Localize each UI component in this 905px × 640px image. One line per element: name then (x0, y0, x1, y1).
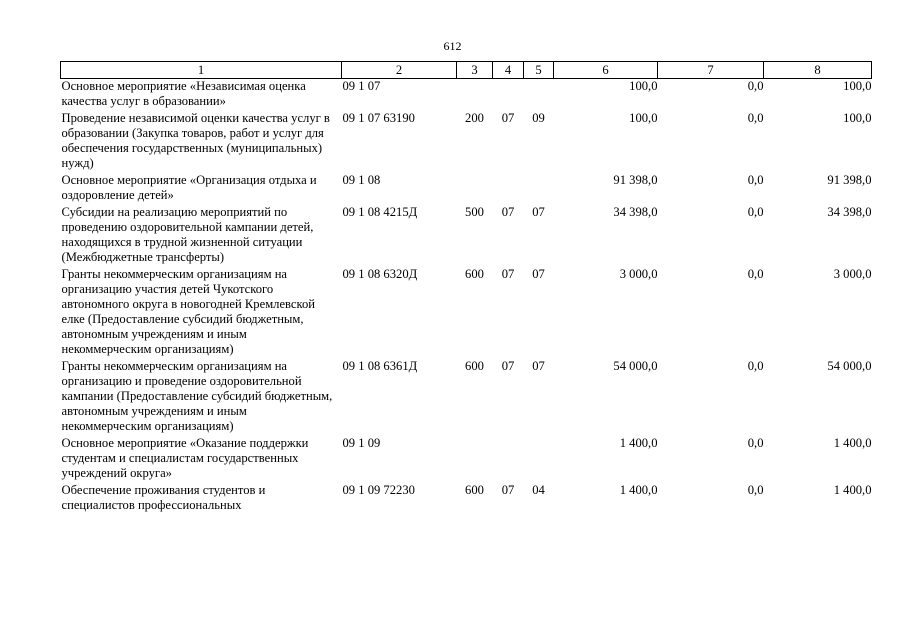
row-expense-type: 500 (465, 205, 484, 219)
row-expense-type: 600 (465, 267, 484, 281)
row-code: 09 1 09 (342, 436, 381, 450)
row-total: 91 398,0 (827, 173, 872, 187)
budget-table (60, 61, 872, 515)
row-total: 1 400,0 (833, 483, 872, 497)
table-row (61, 111, 872, 173)
column-header-4: 4 (493, 62, 524, 79)
row-name: Гранты некоммерческим организациям на организацию и проведение оздоровительной кампании (Предоставление субсидий бюджетным, автономным учреждениям и иным некоммерческим организациям) (61, 359, 333, 433)
row-section (493, 436, 524, 483)
row-section: 07 (501, 359, 515, 373)
row-sum: 3 000,0 (619, 267, 658, 281)
row-section: 07 (501, 205, 515, 219)
row-subsection: 07 (532, 359, 545, 373)
table-row (61, 483, 872, 515)
row-subsection (524, 436, 554, 483)
row-total: 100,0 (843, 111, 872, 125)
row-change: 0,0 (747, 173, 764, 187)
table-body (61, 79, 872, 516)
row-section: 07 (501, 111, 515, 125)
page-number: 612 (443, 39, 462, 53)
row-sum: 1 400,0 (619, 483, 658, 497)
row-sum: 91 398,0 (613, 173, 658, 187)
column-header-5: 5 (524, 62, 554, 79)
row-code: 09 1 08 6320Д (342, 267, 418, 281)
row-code: 09 1 07 63190 (342, 111, 415, 125)
column-header-7: 7 (658, 62, 764, 79)
row-subsection (524, 79, 554, 112)
row-name: Основное мероприятие «Оказание поддержки студентам и специалистам государственных учреждений округа» (61, 436, 309, 480)
row-total: 3 000,0 (833, 267, 872, 281)
table-header (61, 62, 872, 79)
row-section: 07 (501, 267, 515, 281)
row-name: Основное мероприятие «Организация отдыха и оздоровление детей» (61, 173, 317, 202)
row-sum: 100,0 (629, 79, 658, 93)
row-change: 0,0 (747, 436, 764, 450)
row-change: 0,0 (747, 79, 764, 93)
row-expense-type: 200 (465, 111, 484, 125)
row-section: 07 (501, 483, 515, 497)
row-code: 09 1 08 4215Д (342, 205, 418, 219)
column-header-8: 8 (764, 62, 872, 79)
row-total: 1 400,0 (833, 436, 872, 450)
row-subsection: 09 (532, 111, 545, 125)
table-row (61, 79, 872, 112)
row-name: Субсидии на реализацию мероприятий по проведению оздоровительной кампании детей, находящихся в трудной жизненной ситуации (Межбюджетные трансферты) (61, 205, 314, 264)
row-expense-type: 600 (465, 483, 484, 497)
row-subsection: 07 (532, 267, 545, 281)
row-subsection: 04 (532, 483, 545, 497)
table-row (61, 359, 872, 436)
column-header-6: 6 (554, 62, 658, 79)
row-total: 54 000,0 (827, 359, 872, 373)
row-expense-type (457, 436, 493, 483)
row-code: 09 1 07 (342, 79, 381, 93)
row-sum: 100,0 (629, 111, 658, 125)
column-header-1: 1 (61, 62, 342, 79)
row-expense-type: 600 (465, 359, 484, 373)
row-name: Основное мероприятие «Независимая оценка качества услуг в образовании» (61, 79, 306, 108)
row-sum: 34 398,0 (613, 205, 658, 219)
row-name: Проведение независимой оценки качества услуг в образовании (Закупка товаров, работ и услуг для обеспечения государственных (муниципальных) нужд) (61, 111, 330, 170)
header-row (61, 62, 872, 79)
row-change: 0,0 (747, 359, 764, 373)
row-change: 0,0 (747, 111, 764, 125)
row-total: 34 398,0 (827, 205, 872, 219)
column-header-2: 2 (342, 62, 457, 79)
row-code: 09 1 08 6361Д (342, 359, 418, 373)
column-header-3: 3 (457, 62, 493, 79)
row-section (493, 79, 524, 112)
row-code: 09 1 09 72230 (342, 483, 415, 497)
row-expense-type (457, 173, 493, 205)
table-row (61, 436, 872, 483)
row-subsection: 07 (532, 205, 545, 219)
row-total: 100,0 (843, 79, 872, 93)
row-sum: 54 000,0 (613, 359, 658, 373)
row-code: 09 1 08 (342, 173, 381, 187)
table-row (61, 205, 872, 267)
row-section (493, 173, 524, 205)
row-change: 0,0 (747, 483, 764, 497)
row-expense-type (457, 79, 493, 112)
row-name: Гранты некоммерческим организациям на организацию участия детей Чукотского автономного округа в новогодней Кремлевской елке (Предоставление субсидий бюджетным, автономным учреждениям и иным некоммерческим организациям) (61, 267, 316, 356)
row-name: Обеспечение проживания студентов и специалистов профессиональных (61, 483, 266, 512)
table-row (61, 267, 872, 359)
row-sum: 1 400,0 (619, 436, 658, 450)
row-change: 0,0 (747, 205, 764, 219)
row-change: 0,0 (747, 267, 764, 281)
table-row (61, 173, 872, 205)
row-subsection (524, 173, 554, 205)
